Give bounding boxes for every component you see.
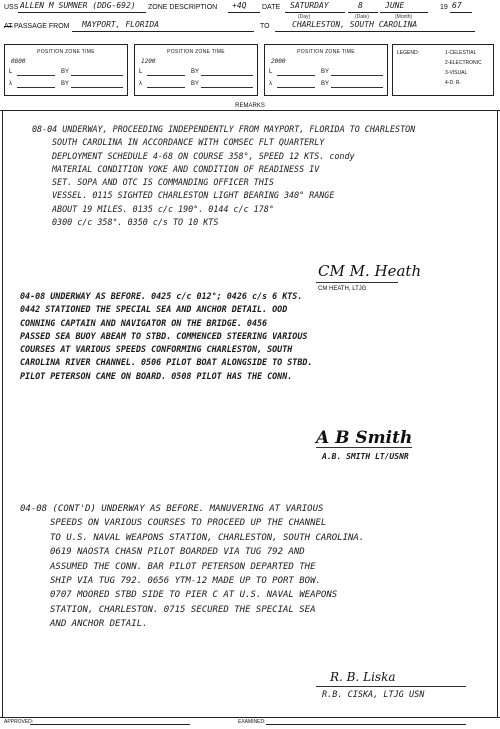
longitude-line xyxy=(277,87,315,88)
year-prefix: 19 xyxy=(440,4,448,11)
date-underline xyxy=(348,12,378,13)
right-margin-rule xyxy=(497,110,498,717)
passage-from-value: MAYPORT, FLORIDA xyxy=(82,20,160,29)
zone-description-value: +4Q xyxy=(232,1,247,10)
log-entry-04-08-continued xyxy=(20,502,450,632)
entry-line: ASSUMED THE CONN. BAR PILOT PETERSON DEPARTED THE xyxy=(50,561,316,572)
year-underline xyxy=(450,12,472,13)
entry-line: COURSES AT VARIOUS SPEEDS CONFORMING CHARLESTON, SOUTH xyxy=(20,344,293,355)
remarks-top-rule xyxy=(0,110,500,111)
month-underline xyxy=(380,12,428,13)
by-label: BY xyxy=(61,69,70,75)
signer-name: CM HEATH, LTJG xyxy=(318,286,367,292)
date-sublabel: (Date) xyxy=(355,14,369,20)
legend-item: 1-CELESTIAL xyxy=(445,50,477,56)
latitude-label: L xyxy=(9,69,13,75)
passage-to-value: CHARLESTON, SOUTH CAROLINA xyxy=(292,20,418,29)
passage-from-label: PASSAGE FROM xyxy=(14,23,70,30)
by-line xyxy=(71,75,123,76)
by-line xyxy=(71,87,123,88)
entry-line: 0619 NAOSTA CHASN PILOT BOARDED VIA TUG 792 AND xyxy=(50,547,305,558)
signature-line xyxy=(316,686,466,687)
entry-line: 0442 STATIONED THE SPECIAL SEA AND ANCHOR DETAIL. OOD xyxy=(20,304,288,315)
entry-line: SET. SOPA AND OTC IS COMMANDING OFFICER THIS xyxy=(52,177,274,188)
by-label: BY xyxy=(321,69,330,75)
signature-line xyxy=(316,282,398,283)
latitude-label: L xyxy=(139,69,143,75)
entry-line: VESSEL. 0115 SIGHTED CHARLESTON LIGHT BEARING 340° RANGE xyxy=(52,190,335,201)
position-box-2000 xyxy=(264,44,388,96)
by-label: BY xyxy=(191,69,200,75)
entry-line: 04-08 UNDERWAY AS BEFORE. 0425 c/c 012°; 0426 c/s 6 KTS. xyxy=(20,291,303,301)
signature-smith: A B Smith xyxy=(316,428,413,448)
entry-line: STATION, CHARLESTON. 0715 SECURED THE SPECIAL SEA xyxy=(50,604,316,615)
signature-heath xyxy=(318,262,421,280)
date-number: 8 xyxy=(358,1,363,10)
by-line xyxy=(331,87,383,88)
passage-to-underline xyxy=(275,31,475,32)
by-label: BY xyxy=(191,81,200,87)
entry-line: TO U.S. NAVAL WEAPONS STATION, CHARLESTON, SOUTH CAROLINA. xyxy=(50,532,365,543)
day-underline xyxy=(285,12,345,13)
zone-underline xyxy=(228,12,260,13)
longitude-label: λ xyxy=(269,81,272,87)
approved-label: APPROVED: xyxy=(4,719,34,725)
position-time: 1200 xyxy=(141,58,156,65)
position-box-1200 xyxy=(134,44,258,96)
legend-item: 4-D. R. xyxy=(445,80,461,86)
passage-from-underline xyxy=(72,31,254,32)
entry-line: MATERIAL CONDITION YOKE AND CONDITION OF READINESS IV xyxy=(52,163,320,174)
entry-line: CONNING CAPTAIN AND NAVIGATOR ON THE BRIDGE. 0456 xyxy=(20,317,268,328)
signer-name: R.B. CISKA, LTJG USN xyxy=(322,690,425,700)
log-entry-04-08 xyxy=(20,290,450,383)
entry-line: AND ANCHOR DETAIL. xyxy=(50,619,148,630)
month-value: JUNE xyxy=(385,1,405,10)
by-label: BY xyxy=(321,81,330,87)
entry-line: 04-08 (CONT'D) UNDERWAY AS BEFORE. MANUVERING AT VARIOUS xyxy=(20,504,324,514)
entry-line: SPEEDS ON VARIOUS COURSES TO PROCEED UP THE CHANNEL xyxy=(50,518,327,529)
legend-item: 2-ELECTRONIC xyxy=(445,60,482,66)
latitude-line xyxy=(17,75,55,76)
longitude-label: λ xyxy=(139,81,142,87)
latitude-label: L xyxy=(269,69,273,75)
position-box-heading: POSITION ZONE TIME xyxy=(167,49,225,55)
position-time: 2000 xyxy=(271,58,286,65)
signer-name: A.B. SMITH LT/USNR xyxy=(322,452,409,461)
ship-name-underline xyxy=(18,12,146,13)
entry-line: CAROLINA RIVER CHANNEL. 0506 PILOT BOAT ALONGSIDE TO STBD. xyxy=(20,357,313,368)
passage-to-label: TO xyxy=(260,23,270,30)
longitude-line xyxy=(147,87,185,88)
entry-line: SOUTH CAROLINA IN ACCORDANCE WITH COMSEC FLT QUARTERLY xyxy=(52,137,325,148)
by-line xyxy=(201,87,253,88)
date-label: DATE xyxy=(262,4,281,11)
legend-box xyxy=(392,44,494,96)
examined-line xyxy=(266,724,466,725)
legend-item: 3-VISUAL xyxy=(445,70,468,76)
signature-line xyxy=(316,447,412,448)
day-name: SATURDAY xyxy=(290,1,329,10)
zone-description-label: ZONE DESCRIPTION xyxy=(148,4,218,11)
passage-struck-text: AT xyxy=(4,23,13,30)
approved-line xyxy=(30,724,190,725)
by-line xyxy=(201,75,253,76)
position-time: 0800 xyxy=(11,58,26,65)
day-sublabel: (Day) xyxy=(298,14,311,20)
signature-ciska: R. B. Liska xyxy=(330,670,396,684)
latitude-line xyxy=(147,75,185,76)
entry-line: 0300 c/c 358°. 0350 c/s TO 10 KTS xyxy=(52,217,219,228)
latitude-line xyxy=(277,75,315,76)
entry-line: PASSED SEA BUOY ABEAM TO STBD. COMMENCED STEERING VARIOUS xyxy=(20,330,308,341)
year-value: 67 xyxy=(452,1,462,10)
uss-label: USS xyxy=(4,4,19,11)
footer-rule xyxy=(0,717,500,718)
signature-prefix: CM xyxy=(318,262,345,280)
entry-line: 08-04 UNDERWAY, PROCEEDING INDEPENDENTLY FROM MAYPORT, FLORIDA TO CHARLESTON xyxy=(32,124,416,134)
position-box-heading: POSITION ZONE TIME xyxy=(37,49,95,55)
entry-line: DEPLOYMENT SCHEDULE 4-68 ON COURSE 358°, SPEED 12 KTS. condy xyxy=(52,150,355,161)
left-margin-rule xyxy=(2,110,3,717)
month-sublabel: (Month) xyxy=(395,14,413,20)
position-box-heading: POSITION ZONE TIME xyxy=(297,49,355,55)
remarks-heading: REMARKS xyxy=(235,103,265,109)
by-line xyxy=(331,75,383,76)
log-entry-00-04 xyxy=(32,123,482,229)
entry-line: SHIP VIA TUG 792. 0656 YTM-12 MADE UP TO PORT BOW. xyxy=(50,575,321,586)
longitude-line xyxy=(17,87,55,88)
ship-name: ALLEN M SUMNER (DDG-692) xyxy=(20,1,136,10)
entry-line: PILOT PETERSON CAME ON BOARD. 0508 PILOT HAS THE CONN. xyxy=(20,370,293,381)
entry-line: 0707 MOORED STBD SIDE TO PIER C AT U.S. NAVAL WEAPONS xyxy=(50,590,338,601)
signature-scrawl: M. Heath xyxy=(349,262,422,280)
entry-line: ABOUT 19 MILES. 0135 c/c 190°. 0144 c/c 178° xyxy=(52,203,274,214)
legend-title: LEGEND: xyxy=(397,50,419,56)
position-box-0800 xyxy=(4,44,128,96)
by-label: BY xyxy=(61,81,70,87)
longitude-label: λ xyxy=(9,81,12,87)
examined-label: EXAMINED: xyxy=(238,719,266,725)
